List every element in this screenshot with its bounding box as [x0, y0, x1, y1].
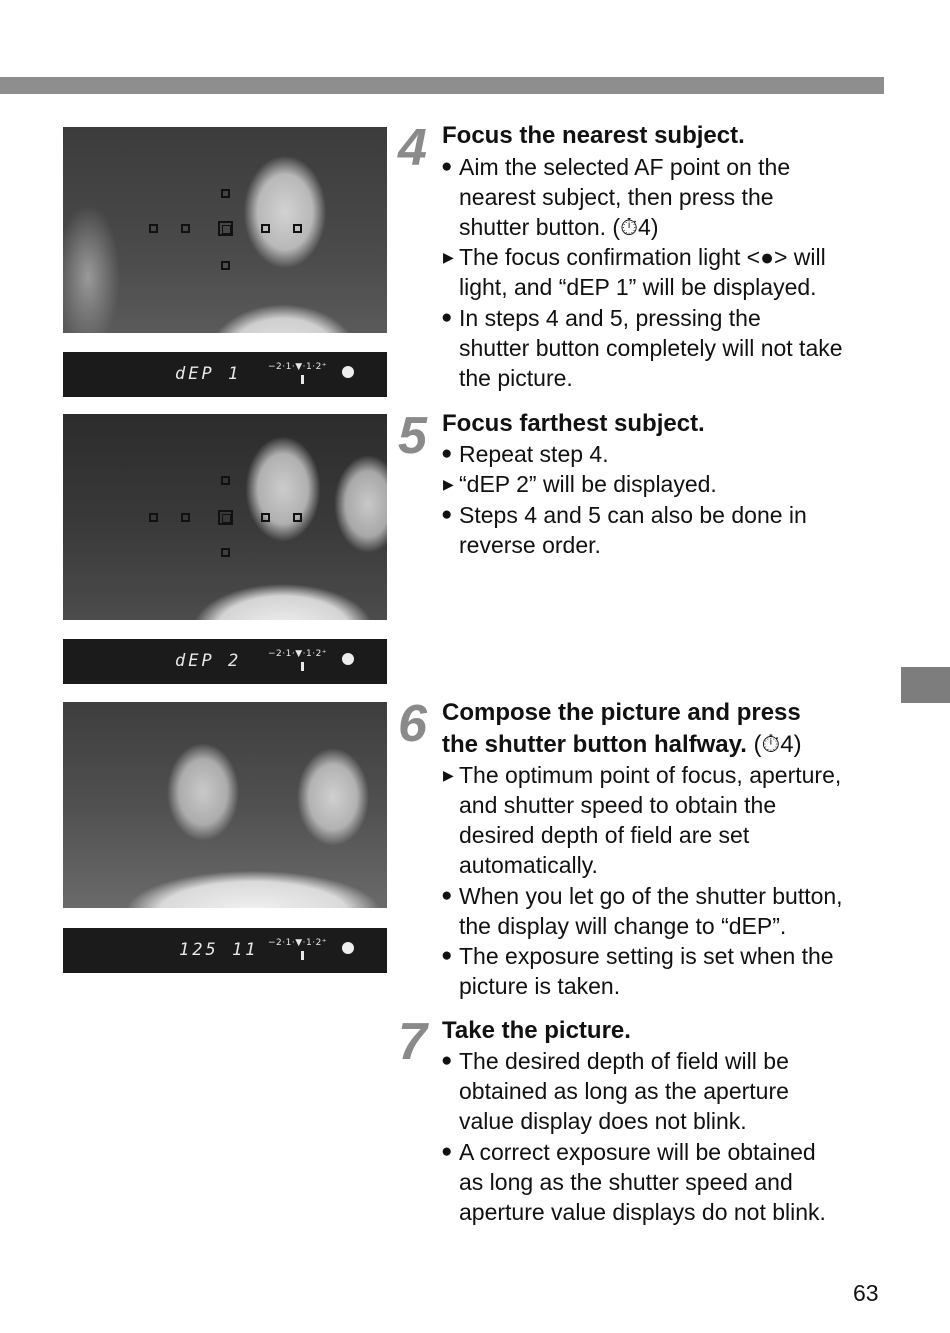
- step-text-line: desired depth of field are set: [459, 822, 750, 848]
- bullet-icon: ●: [441, 307, 453, 328]
- step-title: Focus the nearest subject.: [442, 122, 745, 149]
- step-title: Focus farthest subject.: [442, 410, 705, 437]
- af-point-far-left: [149, 224, 158, 233]
- step-text-line: The exposure setting is set when the: [459, 943, 834, 969]
- lcd-readout: dEP 2: [175, 651, 242, 671]
- arrow-bullet-icon: ▶: [443, 476, 454, 492]
- page-number: 63: [853, 1280, 879, 1306]
- step-text-line: the picture.: [459, 365, 573, 391]
- arrow-bullet-icon: ▶: [443, 767, 454, 783]
- af-point-bottom: [221, 548, 230, 557]
- step-text-line: and shutter speed to obtain the: [459, 792, 777, 818]
- af-point-center: [218, 510, 233, 525]
- step-text-line: In steps 4 and 5, pressing the: [459, 305, 761, 331]
- step-text-line: The optimum point of focus, aperture,: [459, 762, 842, 788]
- exposure-scale: −2·1·▼·1·2⁺: [268, 362, 328, 372]
- step-text-line: “dEP 2” will be displayed.: [459, 471, 717, 497]
- viewfinder-display-1: [63, 352, 387, 397]
- step-title: Take the picture.: [442, 1017, 631, 1044]
- step-text-line: nearest subject, then press the: [459, 184, 774, 210]
- af-point-top: [221, 476, 230, 485]
- exposure-tick: [301, 951, 304, 960]
- step-title-line2: [442, 729, 802, 761]
- step-text-line: shutter button completely will not take: [459, 335, 843, 361]
- bullet-icon: ●: [441, 1050, 453, 1071]
- step-text-line: The focus confirmation light <●> will: [459, 244, 826, 270]
- arrow-bullet-icon: ▶: [443, 249, 454, 265]
- step-number: 5: [398, 407, 427, 465]
- af-point-far-right: [293, 513, 302, 522]
- photo-nearest-subject: [63, 127, 387, 333]
- af-point-far-right: [293, 224, 302, 233]
- step-text-line: obtained as long as the aperture: [459, 1078, 789, 1104]
- bullet-icon: ●: [441, 156, 453, 177]
- viewfinder-display-3: [63, 928, 387, 973]
- step-text-line: value display does not blink.: [459, 1108, 747, 1134]
- step-text-line: reverse order.: [459, 532, 601, 558]
- bullet-icon: ●: [441, 443, 453, 464]
- exposure-scale: −2·1·▼·1·2⁺: [268, 938, 328, 948]
- page-reference: (⏱4): [746, 731, 802, 758]
- bullet-icon: ●: [441, 1141, 453, 1162]
- exposure-tick: [301, 375, 304, 384]
- step-text-line: picture is taken.: [459, 973, 621, 999]
- af-point-far-left: [149, 513, 158, 522]
- af-point-right: [261, 513, 270, 522]
- step-text-line: light, and “dEP 1” will be displayed.: [459, 274, 817, 300]
- bullet-icon: ●: [441, 885, 453, 906]
- af-point-center: [218, 221, 233, 236]
- step-title: Compose the picture and press: [442, 699, 801, 726]
- bullet-icon: ●: [441, 504, 453, 525]
- chapter-tab: [901, 667, 950, 703]
- bullet-icon: ●: [441, 945, 453, 966]
- step-text-line: When you let go of the shutter button,: [459, 883, 843, 909]
- step-text-line: automatically.: [459, 852, 598, 878]
- focus-confirmation-icon: [342, 942, 354, 954]
- header-bar: [0, 77, 884, 94]
- step-text-line: as long as the shutter speed and: [459, 1169, 793, 1195]
- step-text-line: Repeat step 4.: [459, 441, 609, 467]
- step-title-text: the shutter button halfway.: [442, 731, 747, 758]
- focus-confirmation-icon: [342, 366, 354, 378]
- af-point-right: [261, 224, 270, 233]
- lcd-readout: dEP 1: [175, 364, 242, 384]
- af-point-top: [221, 189, 230, 198]
- lcd-readout: 125 11: [179, 940, 259, 960]
- photo-farthest-subject: [63, 414, 387, 620]
- step-number: 6: [398, 695, 427, 753]
- step-text-line: A correct exposure will be obtained: [459, 1139, 816, 1165]
- photo-composed-picture: [63, 702, 387, 908]
- step-text-line: shutter button. (⏱4): [459, 214, 659, 240]
- step-text-line: Aim the selected AF point on the: [459, 154, 791, 180]
- exposure-tick: [301, 662, 304, 671]
- step-text-line: The desired depth of field will be: [459, 1048, 789, 1074]
- af-point-bottom: [221, 261, 230, 270]
- viewfinder-display-2: [63, 639, 387, 684]
- step-text-line: aperture value displays do not blink.: [459, 1199, 826, 1225]
- step-number: 4: [398, 119, 427, 177]
- focus-confirmation-icon: [342, 653, 354, 665]
- step-number: 7: [398, 1013, 427, 1071]
- af-point-left: [181, 224, 190, 233]
- af-point-left: [181, 513, 190, 522]
- exposure-scale: −2·1·▼·1·2⁺: [268, 649, 328, 659]
- step-text-line: the display will change to “dEP”.: [459, 913, 787, 939]
- step-text-line: Steps 4 and 5 can also be done in: [459, 502, 807, 528]
